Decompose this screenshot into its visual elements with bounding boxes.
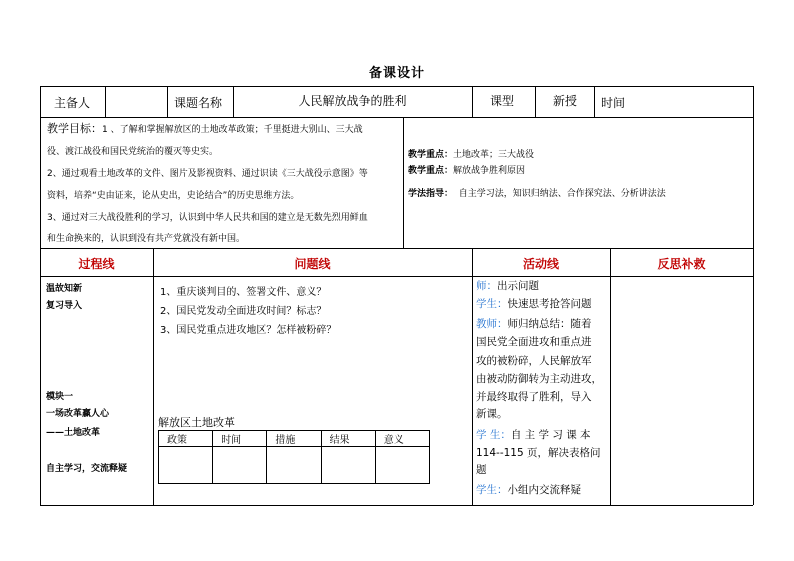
activity-teacher-2 <box>476 316 592 331</box>
difficult-point <box>408 163 525 176</box>
reform-cell[interactable] <box>213 447 267 484</box>
reform-header-significance: 意义 <box>375 431 429 447</box>
objective-line: 1 、了解和掌握解放区的土地改革政策；千里挺进大别山、三大战 <box>102 125 363 135</box>
activity-line: 114--115 页，解决表格问 <box>476 447 601 459</box>
time-label: 时间 <box>601 96 626 110</box>
activity-text: 出示问题 <box>497 280 539 292</box>
activity-role: 学生： <box>476 484 508 496</box>
process-module-3: ——土地改革 <box>46 428 101 438</box>
activity-role: 教师： <box>476 318 508 330</box>
table-row <box>159 447 430 484</box>
reform-header-policy: 政策 <box>159 431 213 447</box>
objective-line: 2、通过观看土地改革的文件、图片及影视资料、通过识读《三大战役示意图》等 <box>47 169 368 179</box>
process-module-1: 模块一 <box>46 392 74 402</box>
topic-label: 课题名称 <box>174 96 223 110</box>
reform-header-time: 时间 <box>213 431 267 447</box>
reform-table-caption: 解放区土地改革 <box>158 416 235 429</box>
process-module-4: 自主学习，交流释疑 <box>46 464 128 474</box>
activity-text: 小组内交流释疑 <box>507 484 581 496</box>
activity-line: 并最终取得了胜利，导入 <box>476 391 592 403</box>
question-item: 1、重庆谈判目的、签署文件、意义？ <box>160 287 327 298</box>
key-point-value: 土地改革；三大战役 <box>453 150 535 160</box>
col-reflection-heading: 反思补救 <box>657 257 706 271</box>
activity-student-3 <box>476 482 581 497</box>
activity-text: 快速思考抢答问题 <box>507 298 592 310</box>
table-row <box>159 431 430 447</box>
col-process-heading: 过程线 <box>78 257 115 271</box>
objectives-label-text: 教学目标： <box>47 122 102 135</box>
activity-line: 国民党全面进攻和重点进 <box>476 336 592 348</box>
objective-line: 役、渡江战役和国民党统治的覆灭等史实。 <box>47 147 219 157</box>
method-guide-label: 学法指导： <box>408 189 454 199</box>
key-point-label: 教学重点： <box>408 150 454 160</box>
method-guide-value: 自主学习法，知识归纳法、合作探究法、分析讲法法 <box>458 189 666 199</box>
activity-text: 师归纳总结：随着 <box>507 318 592 330</box>
reform-header-result: 结果 <box>321 431 375 447</box>
col-question-heading: 问题线 <box>294 257 331 271</box>
activity-line: 由被动防御转为主动进攻， <box>476 373 602 385</box>
reform-table <box>158 430 430 484</box>
reform-cell[interactable] <box>375 447 429 484</box>
type-value: 新授 <box>553 94 578 108</box>
activity-line: 题 <box>476 464 487 476</box>
preparer-label: 主备人 <box>54 96 91 110</box>
reform-cell[interactable] <box>267 447 321 484</box>
col-activity-heading: 活动线 <box>522 257 559 271</box>
activity-text: 自 主 学 习 课 本 <box>510 429 591 441</box>
objectives-label <box>47 120 363 140</box>
reform-cell[interactable] <box>159 447 213 484</box>
topic-value: 人民解放战争的胜利 <box>298 94 407 108</box>
process-module-2: 一场改革赢人心 <box>46 409 110 419</box>
page-title: 备课设计 <box>368 66 425 81</box>
question-item: 2、国民党发动全面进攻时间？标志？ <box>160 306 327 317</box>
activity-student-2 <box>476 427 591 442</box>
reform-header-measures: 措施 <box>267 431 321 447</box>
activity-role: 师： <box>476 280 497 292</box>
method-guide <box>408 186 666 199</box>
objective-line: 3、通过对三大战役胜利的学习，认识到中华人民共和国的建立是无数先烈用鲜血 <box>47 213 368 223</box>
process-intro-2: 复习导入 <box>46 301 83 311</box>
activity-line: 新课。 <box>476 408 508 420</box>
process-intro-1: 温故知新 <box>46 284 83 294</box>
key-point <box>408 147 534 160</box>
activity-line: 攻的被粉碎，人民解放军 <box>476 355 592 367</box>
question-item: 3、国民党重点进攻地区？怎样被粉碎？ <box>160 325 337 336</box>
activity-role: 学 生： <box>476 429 511 441</box>
activity-role: 学生： <box>476 298 508 310</box>
objective-line: 和生命换来的，认识到没有共产党就没有新中国。 <box>47 234 246 244</box>
difficult-point-value: 解放战争胜利原因 <box>453 166 526 176</box>
objective-line: 资料，培养“史由证来，论从史出，史论结合”的历史思维方法。 <box>47 191 300 201</box>
reform-cell[interactable] <box>321 447 375 484</box>
activity-student-1 <box>476 296 592 311</box>
activity-teacher-1 <box>476 278 539 293</box>
type-label: 课型 <box>490 94 515 108</box>
difficult-point-label: 教学重点： <box>408 166 454 176</box>
